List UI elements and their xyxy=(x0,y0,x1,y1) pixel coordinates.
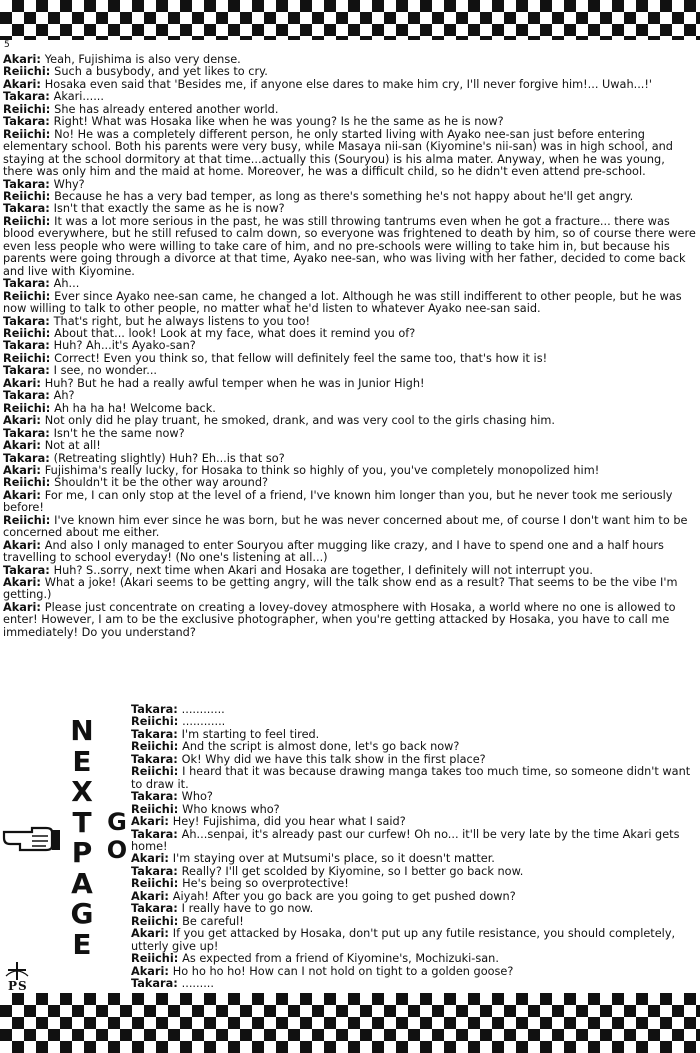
dialogue-text: She has already entered another world. xyxy=(54,102,279,116)
dialogue-text: Huh? Ah...it's Ayako-san? xyxy=(53,339,196,353)
speaker-name: Takara xyxy=(131,790,174,804)
dialogue-line: Takara: I really have to go now. xyxy=(131,902,314,916)
dialogue-text: Ah...senpai, it's already past our curfew! Oh no... it'll be very late by the time Akari gets home! xyxy=(131,827,680,853)
dialogue-line: Takara: ......... xyxy=(131,976,214,990)
dialogue-line: Takara: Why? xyxy=(3,177,85,191)
dialogue-line: Takara: Ah...senpai, it's already past our curfew! Oh no... it'll be very late by the time Akari gets home! xyxy=(131,827,680,853)
speaker-name: Reiichi xyxy=(131,740,174,754)
dialogue-line: Akari: Aiyah! After you go back are you going to get pushed down? xyxy=(131,889,516,903)
next-page-letter: A xyxy=(71,866,93,900)
next-page-letter: N xyxy=(70,714,94,747)
speaker-name: Akari xyxy=(3,53,37,66)
speaker-name: Takara xyxy=(3,563,46,577)
dialogue-text: Ok! Why did we have this talk show in the first place? xyxy=(181,752,486,766)
dialogue-text: Ho ho ho ho! How can I not hold on tight to a golden goose? xyxy=(172,964,514,978)
dialogue-line: Reiichi: Such a busybody, and yet likes to cry. xyxy=(3,65,268,79)
dialogue-line: Takara: Huh? S..sorry, next time when Akari and Hosaka are together, I definitely will not interrupt you. xyxy=(3,563,594,577)
dialogue-line: Reiichi: Ever since Ayako nee-san came, he changed a lot. Although he was still indifferent to other people, but he was now willing to talk to other people, no matter what he'd listen to whatever Ayako nee-san said. xyxy=(3,289,682,316)
dialogue-line: Takara: Ah? xyxy=(3,389,75,403)
dialogue-text: For me, I can only stop at the level of a friend, I've known him longer than you, but he never took me seriously before! xyxy=(3,488,673,515)
speaker-name: Reiichi xyxy=(131,802,174,816)
speaker-name: Reiichi xyxy=(3,476,46,490)
speaker-name: Takara xyxy=(3,177,46,191)
speaker-name: Reiichi xyxy=(131,952,174,966)
dialogue-line: Reiichi: Be careful! xyxy=(131,914,244,928)
dialogue-line: Takara: I see, no wonder... xyxy=(3,364,158,378)
dialogue-line: Takara: Isn't he the same now? xyxy=(3,426,185,440)
speaker-name: Takara xyxy=(3,90,46,104)
speaker-name: Akari xyxy=(131,964,165,978)
speaker-name: Takara xyxy=(3,277,46,291)
speaker-name: Akari xyxy=(3,576,37,590)
speaker-name: Reiichi xyxy=(3,351,46,365)
speaker-name: Takara xyxy=(3,339,46,353)
dialogue-line: Reiichi: She has already entered another world. xyxy=(3,102,279,116)
dialogue-line: Akari: Ho ho ho ho! How can I not hold on tight to a golden goose? xyxy=(131,964,514,978)
dialogue-line: Akari: I'm staying over at Mutsumi's place, so it doesn't matter. xyxy=(131,852,495,866)
dialogue-line: Reiichi: Who knows who? xyxy=(131,802,280,816)
speaker-name: Takara xyxy=(131,864,174,878)
dialogue-line: Akari: Hey! Fujishima, did you hear what I said? xyxy=(131,815,406,829)
dialogue-text: Yeah, Fujishima is also very dense. xyxy=(44,53,241,66)
dialogue-line: Takara: I'm starting to feel tired. xyxy=(131,727,320,741)
dialogue-text: Huh? S..sorry, next time when Akari and Hosaka are together, I definitely will not interrupt you. xyxy=(53,563,594,577)
dialogue-text: Not at all! xyxy=(44,439,101,453)
next-page-letter: X xyxy=(71,775,93,808)
pointing-hand-icon xyxy=(2,818,62,854)
speaker-name: Akari xyxy=(3,376,37,390)
dialogue-text: Hey! Fujishima, did you hear what I said? xyxy=(172,815,406,829)
speaker-name: Akari xyxy=(3,600,37,614)
dialogue-text: I really have to go now. xyxy=(181,902,314,916)
go-label xyxy=(104,808,130,864)
dialogue-text: Fujishima's really lucky, for Hosaka to think so highly of you, you've completely monopolized him! xyxy=(44,463,600,477)
ps-logo xyxy=(2,962,32,994)
dialogue-line: Akari: For me, I can only stop at the level of a friend, I've known him longer than you, but he never took me seriously before! xyxy=(3,488,673,515)
speaker-name: Reiichi xyxy=(3,326,46,340)
dialogue-line: Akari: Not at all! xyxy=(3,439,101,453)
speaker-name: Takara xyxy=(131,703,174,716)
dialogue-line: Akari: Yeah, Fujishima is also very dense. xyxy=(3,53,241,66)
dialogue-line: Akari: Huh? But he had a really awful temper when he was in Junior High! xyxy=(3,376,425,390)
go-letter: O xyxy=(106,836,128,864)
dialogue-text: Ah ha ha ha! Welcome back. xyxy=(54,401,216,415)
dialogue-line: Takara: Isn't that exactly the same as he is now? xyxy=(3,202,285,216)
dialogue-line: Reiichi: I heard that it was because drawing manga takes too much time, so someone didn't want to draw it. xyxy=(131,765,691,791)
ps-logo-text: PS xyxy=(8,979,28,993)
next-page-letter: P xyxy=(71,836,93,869)
speaker-name: Reiichi xyxy=(3,289,46,303)
speaker-name: Reiichi xyxy=(3,214,46,228)
speaker-name: Takara xyxy=(3,451,46,465)
dialogue-line: Takara: Who? xyxy=(131,790,213,804)
dialogue-line: Reiichi: Because he has a very bad temper, as long as there's something he's not happy about he'll get angry. xyxy=(3,189,634,203)
dialogue-line: Reiichi: About that... look! Look at my face, what does it remind you of? xyxy=(3,326,416,340)
dialogue-line: Akari: What a joke! (Akari seems to be getting angry, will the talk show end as a result? That seems to be the vibe I'm getting.) xyxy=(3,576,678,602)
speaker-name: Akari xyxy=(3,538,37,552)
dialogue-text: Right! What was Hosaka like when he was young? Is he the same as he is now? xyxy=(53,115,504,129)
main-dialogue xyxy=(3,54,697,639)
speaker-name: Reiichi xyxy=(131,914,174,928)
speaker-name: Akari xyxy=(131,852,165,866)
dialogue-text: ............ xyxy=(181,703,225,716)
dialogue-text: Why? xyxy=(53,177,85,191)
dialogue-text: Such a busybody, and yet likes to cry. xyxy=(54,65,268,79)
checkered-border-top xyxy=(0,0,700,40)
speaker-name: Akari xyxy=(3,439,37,453)
dialogue-text: And the script is almost done, let's go back now? xyxy=(182,740,460,754)
speaker-name: Akari xyxy=(3,488,37,502)
dialogue-text: And also I only managed to enter Souryou after mugging like crazy, and I have to spend one and a half hours travelling to school everyday! (No one's listening at all...) xyxy=(3,538,664,565)
speaker-name: Takara xyxy=(3,364,46,378)
speaker-name: Takara xyxy=(131,902,174,916)
speaker-name: Takara xyxy=(131,752,174,766)
dialogue-line: Reiichi: Shouldn't it be the other way around? xyxy=(3,476,269,490)
go-letter: G xyxy=(107,808,127,836)
dialogue-line: Takara: Ok! Why did we have this talk show in the first place? xyxy=(131,752,486,766)
dialogue-text: He's being so overprotective! xyxy=(182,877,349,891)
dialogue-text: I've known him ever since he was born, but he was never concerned about me, of course I don't want him to be concerned about me either. xyxy=(3,513,688,540)
dialogue-text: Ah... xyxy=(53,277,80,291)
dialogue-text: ......... xyxy=(181,976,214,990)
next-page-letter: E xyxy=(72,927,92,961)
dialogue-text: Please just concentrate on creating a lovey-dovey atmosphere with Hosaka, a world where no one is allowed to enter! However, I am to be the exclusive photographer, when you're getting attacked by Hosaka, you have to call me immediately! Do you understand? xyxy=(3,600,676,639)
dialogue-line: Akari: And also I only managed to enter Souryou after mugging like crazy, and I have to spend one and a half hours travelling to school everyday! (No one's listening at all...) xyxy=(3,538,664,565)
speaker-name: Reiichi xyxy=(131,877,174,891)
speaker-name: Reiichi xyxy=(3,127,46,141)
dialogue-line: Reiichi: He's being so overprotective! xyxy=(131,877,349,891)
dialogue-line: Takara: ............ xyxy=(131,703,225,716)
dialogue-line: Takara: Akari...... xyxy=(3,90,104,104)
dialogue-line: Akari: Hosaka even said that 'Besides me, if anyone else dares to make him cry, I'll never forgive him!... Uwah...!' xyxy=(3,77,653,91)
dialogue-text: Huh? But he had a really awful temper when he was in Junior High! xyxy=(44,376,425,390)
speaker-name: Takara xyxy=(131,976,174,990)
speaker-name: Takara xyxy=(3,426,46,440)
dialogue-text: What a joke! (Akari seems to be getting angry, will the talk show end as a result? That seems to be the vibe I'm getting.) xyxy=(3,576,678,602)
dialogue-line: Reiichi: I've known him ever since he was born, but he was never concerned about me, of course I don't want him to be concerned about me either. xyxy=(3,513,688,540)
speaker-name: Akari xyxy=(3,463,37,477)
speaker-name: Takara xyxy=(3,115,46,129)
dialogue-text: ............ xyxy=(182,715,226,729)
speaker-name: Reiichi xyxy=(131,715,174,729)
dialogue-text: Ah? xyxy=(53,389,75,403)
next-page-letter: G xyxy=(70,897,94,930)
speaker-name: Akari xyxy=(3,414,37,428)
speaker-name: Reiichi xyxy=(131,765,174,779)
dialogue-text: Ever since Ayako nee-san came, he changed a lot. Although he was still indifferent to other people, but he was now willing to talk to other people, no matter what he'd listen to whatever Ayako nee-san said. xyxy=(3,289,682,316)
dialogue-text: Isn't that exactly the same as he is now? xyxy=(53,202,285,216)
dialogue-text: If you get attacked by Hosaka, don't put up any futile resistance, you should completely, utterly give up! xyxy=(131,927,676,953)
dialogue-line: Reiichi: ............ xyxy=(131,715,226,729)
speaker-name: Reiichi xyxy=(3,102,46,116)
dialogue-text: Correct! Even you think so, that fellow will definitely feel the same too, that's how it is! xyxy=(54,351,548,365)
dialogue-text: Aiyah! After you go back are you going to get pushed down? xyxy=(172,889,516,903)
speaker-name: Takara xyxy=(131,827,174,841)
dialogue-text: (Retreating slightly) Huh? Eh...is that so? xyxy=(53,451,285,465)
dialogue-text: Akari...... xyxy=(53,90,104,104)
dialogue-text: Hosaka even said that 'Besides me, if anyone else dares to make him cry, I'll never forgive him!... Uwah...!' xyxy=(44,77,653,91)
dialogue-line: Akari: Please just concentrate on creating a lovey-dovey atmosphere with Hosaka, a world where no one is allowed to enter! However, I am to be the exclusive photographer, when you're getting attacked by Hosaka, you have to call me immediately! Do you understand? xyxy=(3,600,676,639)
dialogue-text: As expected from a friend of Kiyomine's, Mochizuki-san. xyxy=(182,952,499,966)
dialogue-line: Reiichi: No! He was a completely different person, he only started living with Ayako nee-san just before entering elementary school. Both his parents were very busy, while Masaya nii-san (Kiyomine's nii-san) was in high school, and staying at the school dormitory at that time...actually this (Souryou) is his alma mater. Anyway, when he was young, there was only him and the maid at home. Moreover, he was a difficult child, so he didn't even attend pre-school. xyxy=(3,127,673,179)
dialogue-line: Reiichi: It was a lot more serious in the past, he was still throwing tantrums even when he got a fracture... there was blood everywhere, but he still refused to calm down, so everyone was frightened to death by him, so of course there were even less people who were willing to take care of him, and no pre-schools were willing to take him in, but because his parents were going through a divorce at that time, Ayako nee-san, who was living with her father, decided to come back and live with Kiyomine. xyxy=(3,214,696,278)
speaker-name: Reiichi xyxy=(3,189,46,203)
speaker-name: Akari xyxy=(131,927,165,941)
dialogue-text: No! He was a completely different person, he only started living with Ayako nee-san just before entering elementary school. Both his parents were very busy, while Masaya nii-san (Kiyomine's nii-san) was in high school, and staying at the school dormitory at that time...actually this (Souryou) is his alma mater. Anyway, when he was young, there was only him and the maid at home. Moreover, he was a difficult child, so he didn't even attend pre-school. xyxy=(3,127,673,179)
dialogue-line: Akari: Not only did he play truant, he smoked, drank, and was very cool to the girls chasing him. xyxy=(3,414,555,428)
dialogue-line: Takara: (Retreating slightly) Huh? Eh...is that so? xyxy=(3,451,285,465)
dialogue-text: I heard that it was because drawing manga takes too much time, so someone didn't want to draw it. xyxy=(131,765,691,791)
next-page-title xyxy=(62,716,102,960)
next-page-letter: T xyxy=(72,805,92,839)
dialogue-line: Takara: Right! What was Hosaka like when he was young? Is he the same as he is now? xyxy=(3,115,504,129)
checkered-border-bottom xyxy=(0,993,700,1053)
speaker-name: Takara xyxy=(131,727,174,741)
dialogue-text: I'm starting to feel tired. xyxy=(181,727,320,741)
dialogue-text: Because he has a very bad temper, as long as there's something he's not happy about he'll get angry. xyxy=(54,189,634,203)
speaker-name: Reiichi xyxy=(3,401,46,415)
speaker-name: Reiichi xyxy=(3,65,46,79)
dialogue-text: Isn't he the same now? xyxy=(53,426,185,440)
dialogue-text: About that... look! Look at my face, what does it remind you of? xyxy=(54,326,416,340)
speaker-name: Akari xyxy=(131,889,165,903)
next-page-letter: E xyxy=(72,744,92,778)
dialogue-line: Takara: Really? I'll get scolded by Kiyomine, so I better go back now. xyxy=(131,864,524,878)
dialogue-text: Who knows who? xyxy=(182,802,280,816)
dialogue-line: Akari: If you get attacked by Hosaka, don't put up any futile resistance, you should completely, utterly give up! xyxy=(131,927,676,953)
dialogue-text: Not only did he play truant, he smoked, drank, and was very cool to the girls chasing him. xyxy=(44,414,555,428)
dialogue-line: Reiichi: As expected from a friend of Kiyomine's, Mochizuki-san. xyxy=(131,952,499,966)
dialogue-line: Reiichi: And the script is almost done, let's go back now? xyxy=(131,740,460,754)
dialogue-text: I see, no wonder... xyxy=(53,364,158,378)
speaker-name: Akari xyxy=(131,815,165,829)
ending-dialogue xyxy=(131,704,696,990)
page-number: 5 xyxy=(4,40,10,50)
dialogue-line: Takara: Ah... xyxy=(3,277,80,291)
dialogue-line: Takara: Huh? Ah...it's Ayako-san? xyxy=(3,339,196,353)
dialogue-line: Takara: That's right, but he always listens to you too! xyxy=(3,314,311,328)
dialogue-text: That's right, but he always listens to you too! xyxy=(53,314,311,328)
speaker-name: Reiichi xyxy=(3,513,46,527)
dialogue-text: It was a lot more serious in the past, he was still throwing tantrums even when he got a fracture... there was blood everywhere, but he still refused to calm down, so everyone was frightened to death by him, so of course there were even less people who were willing to take care of him, and no pre-schools were willing to take him in, but because his parents were going through a divorce at that time, Ayako nee-san, who was living with her father, decided to come back and live with Kiyomine. xyxy=(3,214,696,278)
speaker-name: Takara xyxy=(3,389,46,403)
speaker-name: Akari xyxy=(3,77,37,91)
dialogue-text: Who? xyxy=(181,790,213,804)
dialogue-text: Shouldn't it be the other way around? xyxy=(54,476,269,490)
speaker-name: Takara xyxy=(3,314,46,328)
dialogue-text: Be careful! xyxy=(182,914,244,928)
dialogue-line: Reiichi: Correct! Even you think so, that fellow will definitely feel the same too, that's how it is! xyxy=(3,351,548,365)
dialogue-text: Really? I'll get scolded by Kiyomine, so I better go back now. xyxy=(181,864,524,878)
speaker-name: Takara xyxy=(3,202,46,216)
dialogue-text: I'm staying over at Mutsumi's place, so it doesn't matter. xyxy=(172,852,495,866)
dialogue-line: Reiichi: Ah ha ha ha! Welcome back. xyxy=(3,401,216,415)
dialogue-line: Akari: Fujishima's really lucky, for Hosaka to think so highly of you, you've completely monopolized him! xyxy=(3,463,600,477)
